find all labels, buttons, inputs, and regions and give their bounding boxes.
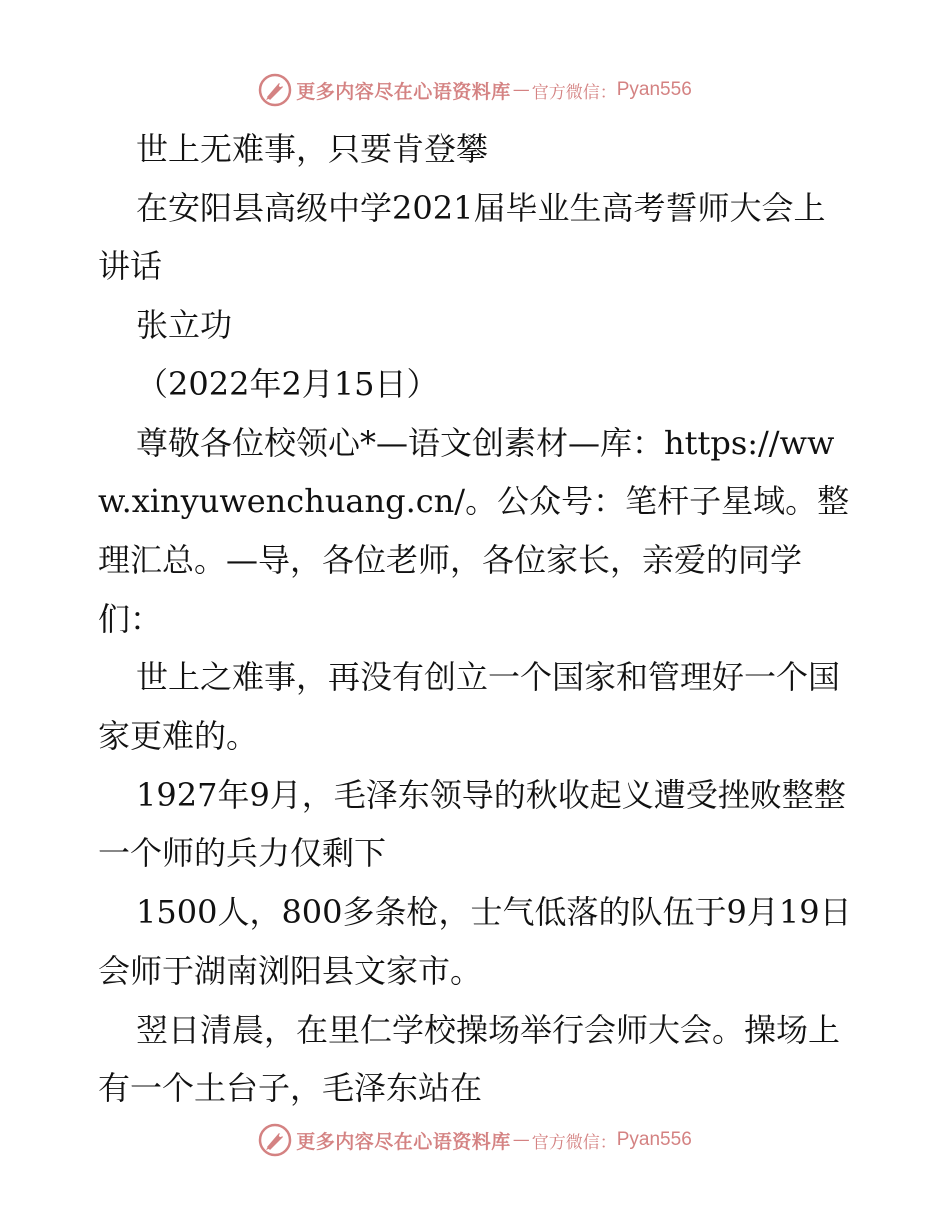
footer-dash: — bbox=[512, 1130, 530, 1150]
footer-banner bbox=[0, 1120, 950, 1160]
doc-greeting: 尊敬各位校领心*—语文创素材—库：https://www.xinyuwenchuang.cn/。公众号：笔杆子星域。整理汇总。—导，各位老师，各位家长，亲爱的同学们： bbox=[98, 423, 850, 638]
doc-paragraph: 1500人，800多条枪，士气低落的队伍于9月19日会师于湖南浏阳县文家市。 bbox=[98, 893, 852, 990]
doc-paragraph: 1927年9月，毛泽东领导的秋收起义遭受挫败整整一个师的兵力仅剩下 bbox=[98, 775, 846, 873]
doc-subtitle: 在安阳县高级中学2021届毕业生高考誓师大会上讲话 bbox=[98, 188, 826, 286]
doc-title: 世上无难事，只要肯登攀 bbox=[136, 130, 489, 168]
doc-paragraph: 翌日清晨，在里仁学校操场举行会师大会。操场上有一个土台子，毛泽东站在 bbox=[98, 1010, 841, 1108]
doc-date: （2022年2月15日） bbox=[136, 364, 439, 403]
pen-nib-logo-icon bbox=[258, 1123, 292, 1157]
header-wechat-id: Pyan556 bbox=[616, 79, 692, 100]
footer-promo-text: 更多内容尽在心语资料库 bbox=[296, 1130, 511, 1153]
header-dash: — bbox=[512, 80, 530, 100]
header-promo-text: 更多内容尽在心语资料库 bbox=[296, 80, 511, 103]
footer-wechat-id: Pyan556 bbox=[616, 1129, 692, 1150]
doc-author: 张立功 bbox=[136, 306, 233, 345]
header-wechat-label: 官方微信： bbox=[531, 82, 617, 103]
doc-paragraph: 世上之难事，再没有创立一个国家和管理好一个国家更难的。 bbox=[98, 658, 841, 756]
footer-wechat-label: 官方微信： bbox=[531, 1132, 617, 1153]
document-body bbox=[98, 120, 856, 1118]
header-banner bbox=[0, 70, 950, 110]
pen-nib-logo-icon bbox=[258, 73, 292, 107]
